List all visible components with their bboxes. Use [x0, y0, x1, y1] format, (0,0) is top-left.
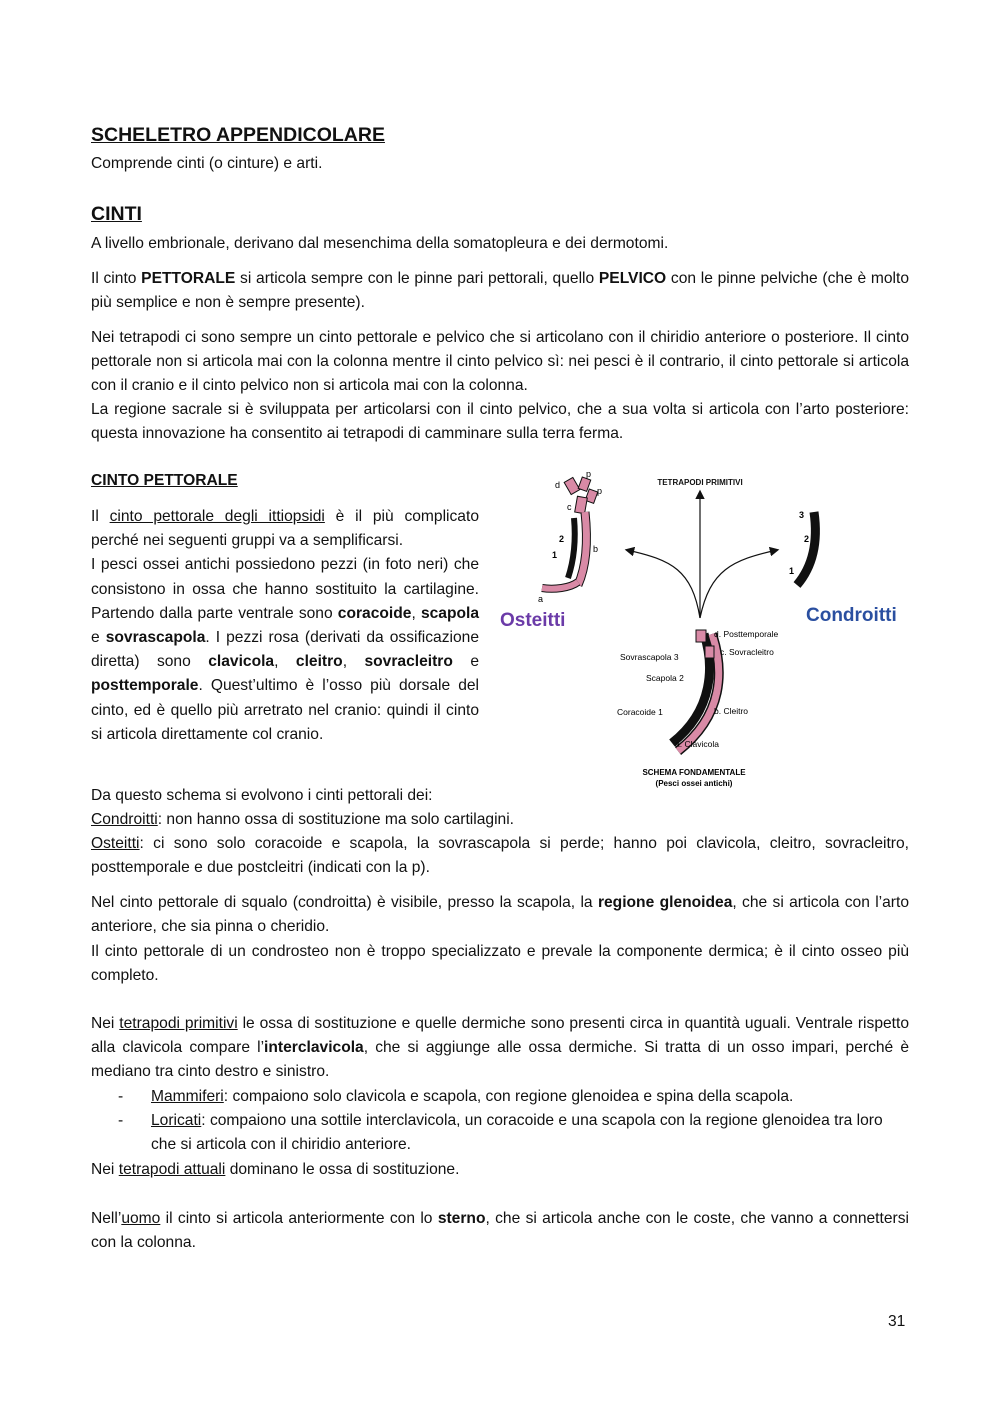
intro-text: Comprende cinti (o cinture) e arti. — [91, 155, 323, 172]
pectoral-girdle-figure — [492, 470, 912, 798]
condrosteo-paragraph: Il cinto pettorale di un condrosteo non è troppo specializzato e prevale la componente dermica; è il cinto osseo più completo. — [91, 943, 909, 985]
svg-text:(Pesci ossei antichi): (Pesci ossei antichi) — [655, 779, 733, 788]
osteitti-girdle — [538, 470, 602, 604]
subsection-heading-cinto-pettorale: CINTO PETTORALE — [91, 472, 238, 489]
svg-text:a: a — [538, 594, 544, 604]
condroitti-text: Condroitti: non hanno ossa di sostituzione ma solo cartilagini. — [91, 811, 515, 828]
uomo-paragraph: Nell’uomo il cinto si articola anteriormente con lo sterno, che si articola anche con le coste, che vanno a connettersi con la colonna. — [91, 1210, 909, 1252]
svg-text:p: p — [586, 470, 592, 479]
svg-text:d. Posttemporale: d. Posttemporale — [714, 629, 779, 639]
svg-text:c: c — [567, 502, 572, 512]
svg-text:2: 2 — [804, 534, 810, 544]
evolve-text: Da questo schema si evolvono i cinti pettorali dei: — [91, 787, 433, 804]
svg-text:Coracoide 1: Coracoide 1 — [617, 707, 663, 717]
squalo-paragraph: Nel cinto pettorale di squalo (condroitta) è visibile, presso la scapola, la regione glenoidea, che si articola con l’arto anteriore, che sia pinna o cheridio. — [91, 894, 909, 936]
cinti-paragraph-2: Il cinto PETTORALE si articola sempre con le pinne pari pettorali, quello PELVICO con le pinne pelviche (che è molto più semplice e non è sempre presente). — [91, 270, 909, 312]
svg-text:Sovrascapola 3: Sovrascapola 3 — [620, 652, 679, 662]
list-item: - Loricati: compaiono una sottile interclavicola, un coracoide e una scapola con la regione glenoidea tra loro che si articola con il chiridio anteriore. — [118, 1112, 883, 1154]
cinti-paragraph-4: La regione sacrale si è sviluppata per articolarsi con il cinto pelvico, che a sua volta si articola con l’arto posteriore: questa innovazione ha consentito ai tetrapodi di camminare sulla terra ferma. — [91, 401, 909, 443]
figure-top-label: TETRAPODI PRIMITIVI — [657, 478, 743, 487]
osteitti-text: Osteitti: ci sono solo coracoide e scapola, la sovrascapola si perde; hanno poi clavicola, cleitro, sovracleitro, posttemporale e due postcleitri (indicati con la p). — [91, 835, 909, 877]
cinti-paragraph-3: Nei tetrapodi ci sono sempre un cinto pettorale e pelvico che si articolano con il chiridio anteriore o posteriore. Il cinto pettorale non si articola mai con la colonna mentre il cinto pelvico sì: nei pesci è il contrario, il cinto pettorale si articola con il cranio e il cinto pelvico non si articola mai con la colonna. — [91, 329, 909, 395]
arrow-left — [627, 550, 700, 618]
svg-text:1: 1 — [552, 550, 558, 560]
pectoral-girdle-diagram — [492, 470, 912, 798]
list-item: - Mammiferi: compaiono solo clavicola e scapola, con regione glenoidea e spina della scapola. — [118, 1088, 794, 1105]
bullet-list — [91, 1085, 909, 1158]
tetrapodi-paragraph: Nei tetrapodi primitivi le ossa di sostituzione e quelle dermiche sono presenti circa in quantità uguali. Ventrale rispetto alla clavicola compare l’interclavicola, che si aggiunge alle ossa dermiche. Si tratta di un osso impari, perché è mediano tra cinto destro e sinistro. — [91, 1015, 910, 1081]
page-number: 31 — [888, 1313, 906, 1330]
svg-text:p: p — [597, 486, 603, 496]
condroitti-label: Condroitti — [806, 605, 897, 626]
svg-text:c. Sovracleitro: c. Sovracleitro — [720, 647, 774, 657]
osteitti-label: Osteitti — [500, 610, 566, 631]
tetrapodi-attuali-text: Nei tetrapodi attuali dominano le ossa di sostituzione. — [91, 1161, 460, 1178]
svg-text:a. Clavicola: a. Clavicola — [675, 739, 719, 749]
svg-text:d: d — [555, 480, 561, 490]
svg-text:Scapola 2: Scapola 2 — [646, 673, 684, 683]
section-heading-cinti: CINTI — [91, 203, 142, 225]
svg-text:2: 2 — [559, 534, 565, 544]
condroitti-girdle — [789, 510, 815, 585]
schema-girdle — [672, 630, 719, 751]
svg-text:SCHEMA FONDAMENTALE: SCHEMA FONDAMENTALE — [642, 768, 746, 777]
cinti-paragraph-1: A livello embrionale, derivano dal mesenchima della somatopleura e dei dermotomi. — [91, 235, 669, 252]
svg-text:b: b — [593, 544, 599, 554]
svg-text:1: 1 — [789, 566, 795, 576]
svg-text:3: 3 — [799, 510, 805, 520]
svg-text:b. Cleitro: b. Cleitro — [714, 706, 749, 716]
page-title: SCHELETRO APPENDICOLARE — [91, 124, 385, 146]
arrow-right — [700, 550, 777, 618]
pettorale-paragraph: Il cinto pettorale degli ittiopsidi è il più complicato perché nei seguenti gruppi va a semplificarsi. I pesci ossei antichi possiedono pezzi (in foto neri) che consistono in ossa che hanno sostituito la cartilagine. Partendo dalla parte ventrale sono coracoide, scapola e sovrascapola. I pezzi rosa (derivati da ossificazione diretta) sono clavicola, cleitro, sovracleitro e posttemporale. Quest’ultimo è l’osso più dorsale del cinto, ed è quello più arretrato nel cranio: quindi il cinto si articola direttamente col cranio. — [91, 508, 480, 743]
